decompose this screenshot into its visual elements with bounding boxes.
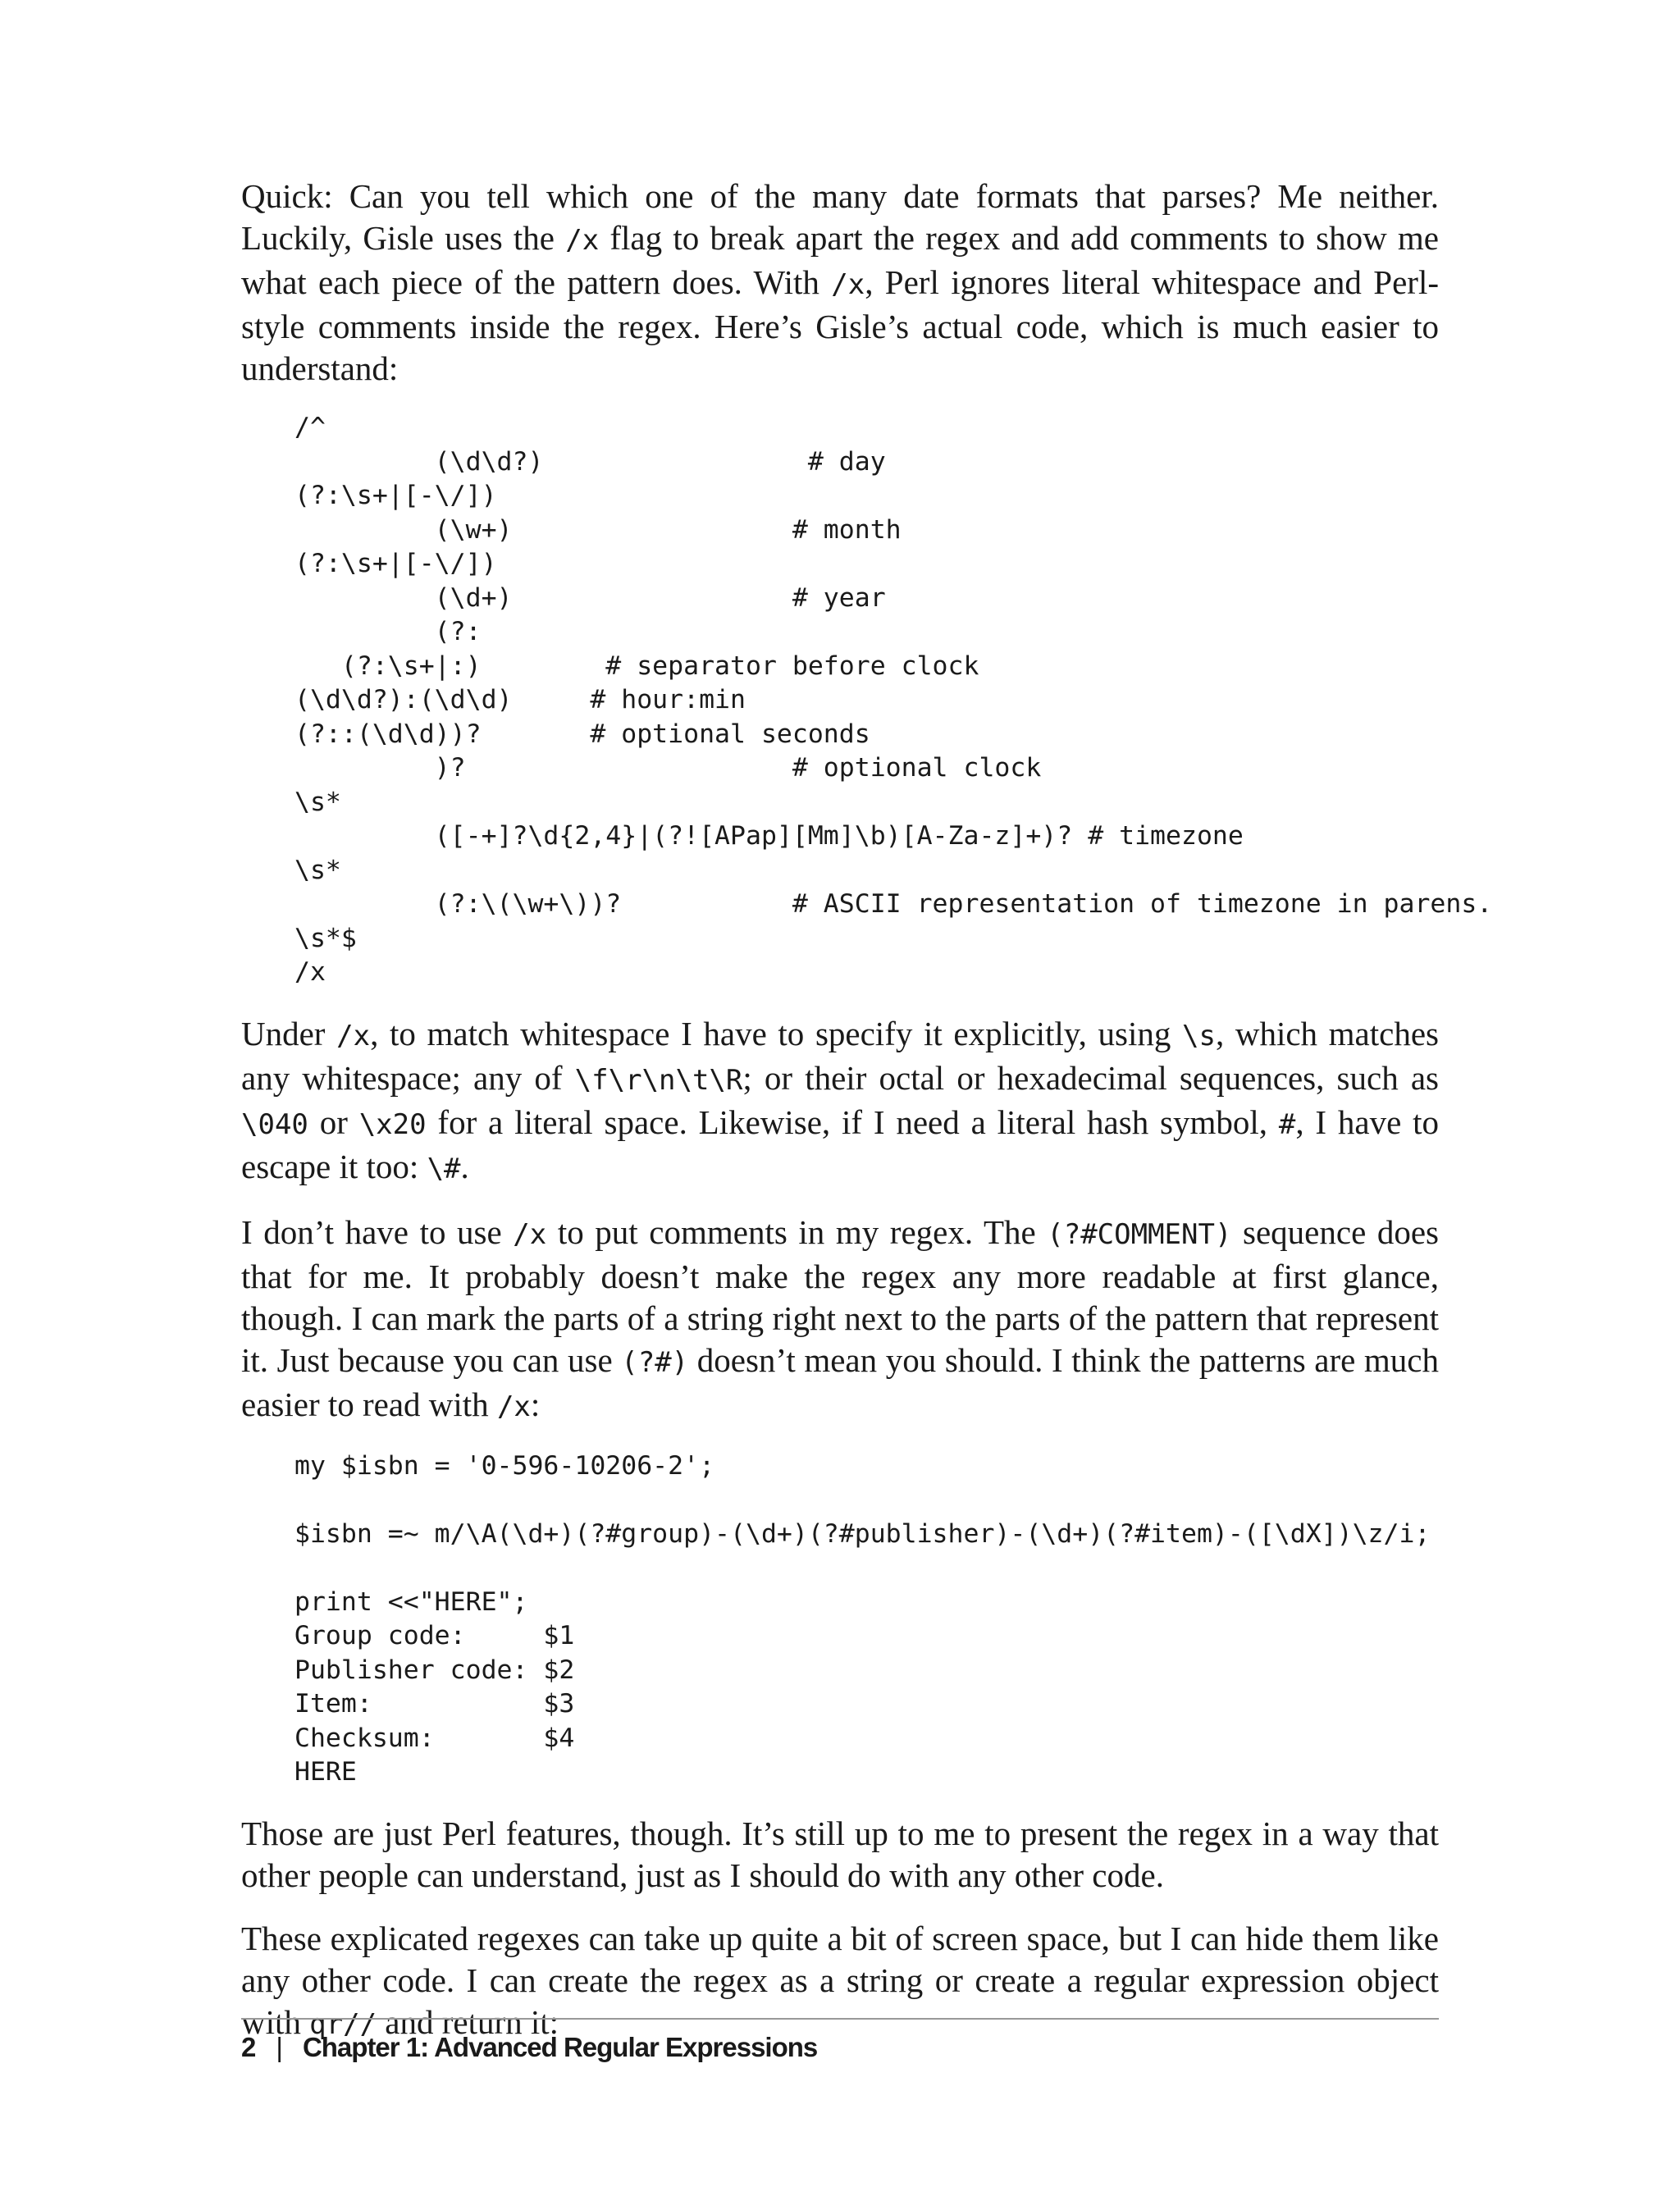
page-content [241, 176, 1493, 2067]
inline-code: \x20 [358, 1107, 427, 1141]
paragraph-date-formats [241, 176, 1439, 390]
paragraph-perl-features [241, 1813, 1439, 1897]
code-block-isbn: my $isbn = '0-596-10206-2'; $isbn =~ m/\A(\d+)(?#group)-(\d+)(?#publisher)-(\d+)(?#item)-([\dX])\z/i; print <<"HERE"; Group code: $1 Publisher code: $2 Item: $3 Checksum: $4 HERE [294, 1450, 1431, 1787]
inline-code: \f\r\n\t\R [574, 1063, 743, 1097]
text-run: , to match whitespace I have to specify it explicitly, using [370, 1014, 1182, 1052]
text-run: : [530, 1385, 541, 1423]
text-run: and return it: [377, 2002, 559, 2041]
code-block-date-regex: /^ (\d\d?) # day (?:\s+|[-\/]) (\w+) # month (?:\s+|[-\/]) (\d+) # year (?: (?:\s+|:) # separator before clock (\d\d?):(\d\d) # hour:min (?::(\d\d))? # optional seconds )? # optional clock \s* ([-+]?\d{2,4}|(?![APap][Mm]\b)[A-Za-z]+)? # timezone \s* (?:\(\w+\))? # ASCII representation of timezone in parens. \s*$ /x [294, 413, 1493, 987]
text-run: These explicated regexes can take up quite a bit of screen space, but I can hide them like any other code. I can create the regex as a string or create a regular expression object with [241, 1919, 1439, 2041]
text-run: I don’t have to use [241, 1212, 514, 1251]
text-run: doesn’t mean you should. I think the patterns are much easier to read with [241, 1340, 1439, 1423]
text-run: sequence does that for me. It probably doesn’t make the regex any more readable at first glance, though. I can mark the parts of a string right next to the parts of the pattern that represent it. Just because you can use [241, 1212, 1439, 1379]
footer-line [241, 2028, 1439, 2067]
inline-code: \040 [241, 1107, 308, 1141]
chapter-title: Chapter 1: Advanced Regular Expressions [302, 2032, 818, 2062]
inline-code: /x [831, 268, 865, 301]
text-run: Under [241, 1014, 337, 1052]
page-footer [241, 2018, 1439, 2067]
text-run: to put comments in my regex. The [546, 1212, 1048, 1251]
text-run: Quick: Can you tell which one of the many date formats that parses? Me neither. Luckily, Gisle uses the [241, 177, 1439, 257]
inline-code: qr// [309, 2007, 377, 2041]
inline-code: /x [496, 1390, 531, 1423]
text-run: , which matches any whitespace; any of [241, 1014, 1439, 1097]
paragraph-whitespace [241, 1013, 1439, 1190]
inline-code: (?#COMMENT) [1047, 1217, 1232, 1251]
text-run: flag to break apart the regex and add comments to show me what each piece of the pattern does. With [241, 219, 1439, 301]
inline-code: /x [336, 1019, 371, 1052]
text-run: , I have to escape it too: [241, 1102, 1439, 1185]
inline-code: \# [427, 1152, 461, 1185]
inline-code: /x [565, 224, 600, 257]
text-run: , Perl ignores literal whitespace and Perl-style comments inside the regex. Here’s Gisle’s actual code, which is much easier to understand: [241, 263, 1439, 387]
inline-code: # [1278, 1107, 1296, 1141]
text-run: or [308, 1102, 359, 1141]
paragraph-comments [241, 1212, 1439, 1428]
footer-separator: | [276, 2032, 283, 2062]
inline-code: \s [1181, 1019, 1216, 1052]
text-run: . [460, 1147, 469, 1185]
text-run: for a literal space. Likewise, if I need a literal hash symbol, [426, 1102, 1279, 1141]
text-run: ; or their octal or hexadecimal sequences, such as [742, 1058, 1439, 1097]
footer-divider [241, 2018, 1439, 2020]
page-number: 2 [241, 2032, 257, 2062]
inline-code: (?#) [621, 1345, 689, 1379]
inline-code: /x [513, 1217, 547, 1251]
text-run: Those are just Perl features, though. It’s still up to me to present the regex in a way that other people can understand, just as I should do with any other code. [241, 1814, 1439, 1894]
